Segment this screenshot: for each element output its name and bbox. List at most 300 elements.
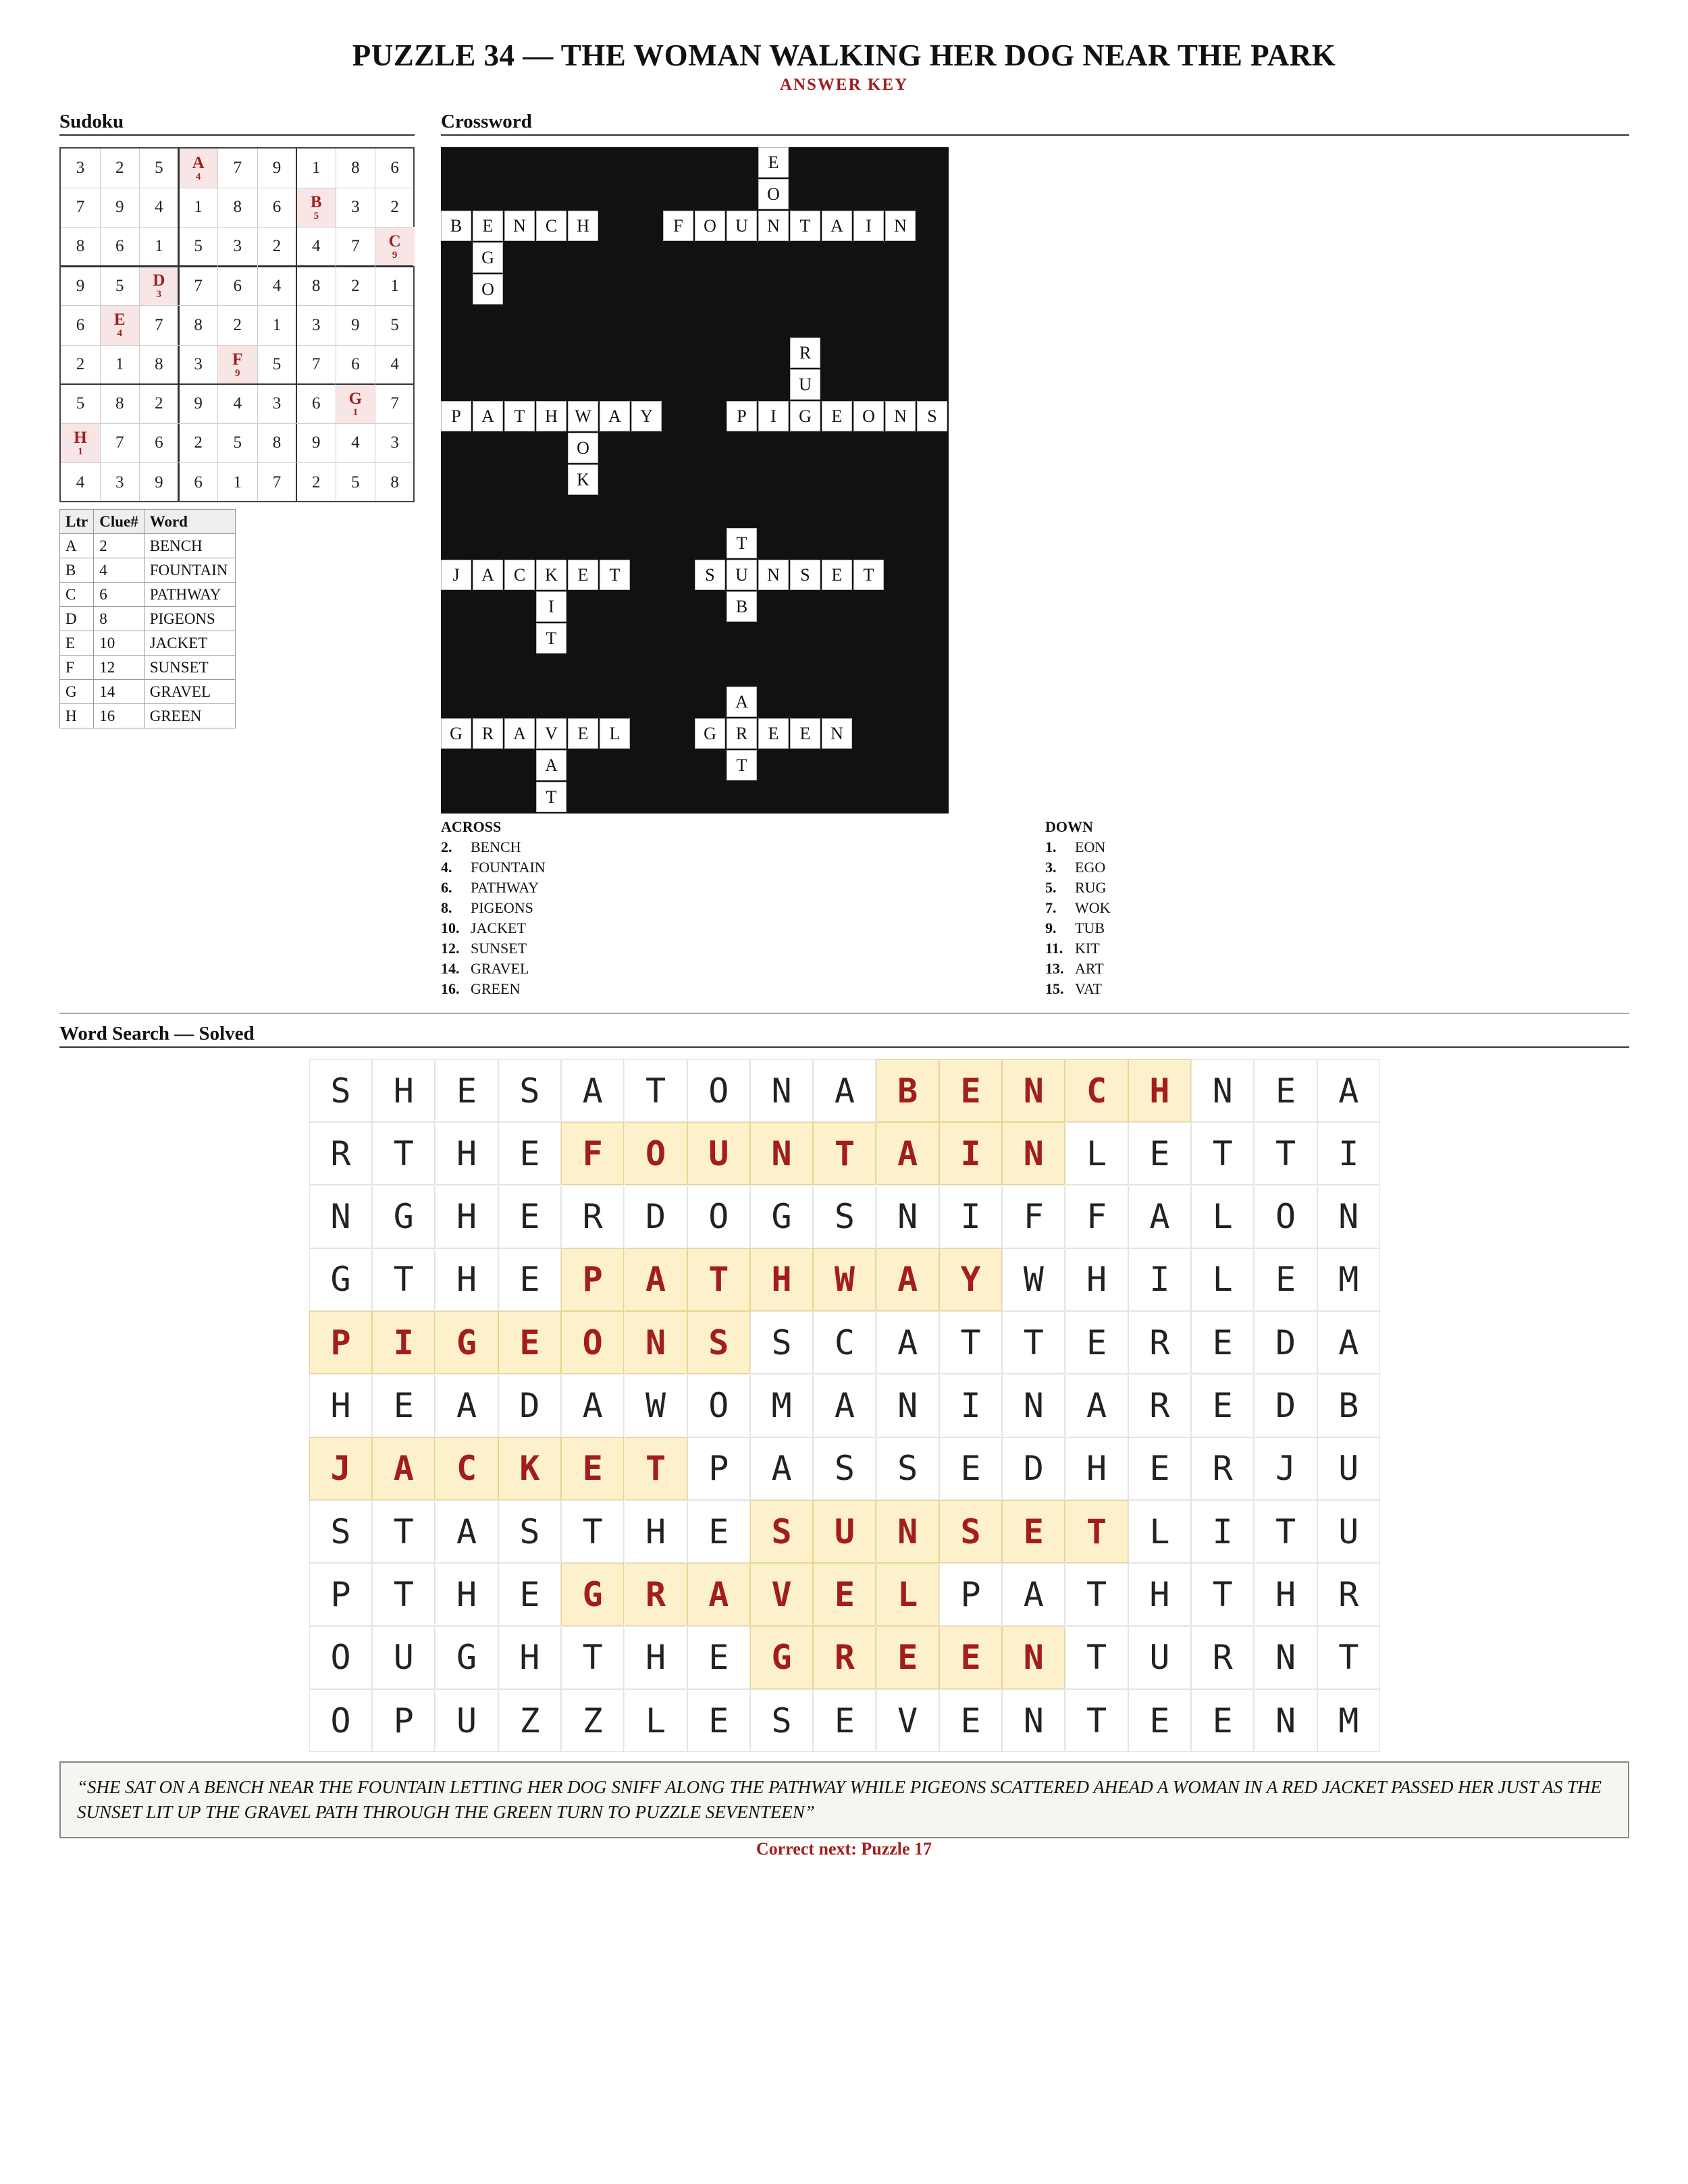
wordsearch-found-cell: A [625,1248,687,1311]
wordsearch-cell: S [876,1437,939,1500]
sudoku-cell: 5 [233,433,242,452]
crossword-cell: R [473,718,503,749]
sudoku-cell: 8 [155,355,163,373]
wordsearch-found-cell: E [876,1626,939,1689]
legend-cell: 6 [94,583,144,607]
crossword-cell: L [600,718,630,749]
clue-number: 15. [1045,980,1064,997]
wordsearch-found-cell: J [309,1437,372,1500]
wordsearch-cell: T [1191,1563,1254,1626]
sudoku-cell-letter: D [153,271,165,290]
sudoku-gridline [61,423,413,424]
wordsearch-found-cell: K [498,1437,561,1500]
sudoku-cell: 2 [272,237,282,256]
sudoku-cell: 3 [311,315,321,334]
wordsearch-cell: D [498,1375,561,1437]
sudoku-cell: 6 [155,433,163,452]
sudoku-cell: 7 [155,315,163,334]
clue-answer: ART [1075,960,1104,977]
wordsearch-found-cell: H [1128,1059,1191,1122]
wordsearch-cell: T [1065,1563,1128,1626]
wordsearch-found-cell: H [750,1248,813,1311]
crossword-cell: P [441,401,471,431]
wordsearch-cell: A [436,1375,498,1437]
sudoku-cell: 7 [76,198,85,217]
crossword-cell: O [695,211,725,241]
legend-cell: B [60,558,94,583]
wordsearch-cell: T [625,1059,687,1122]
sudoku-gridline [61,305,413,306]
sudoku-gridline [296,149,298,501]
sudoku-cell: 2 [76,355,85,373]
wordsearch-cell: N [1255,1626,1317,1689]
sudoku-cell: 2 [390,198,399,217]
clue-number: 1. [1045,838,1057,855]
sudoku-cell: 2 [233,315,242,334]
wordsearch-cell: Z [498,1689,561,1752]
crossword-cell: G [790,401,820,431]
wordsearch-found-cell: G [750,1626,813,1689]
sudoku-cell: 4 [390,355,399,373]
wordsearch-cell: R [1191,1437,1254,1500]
sudoku-cell: 8 [76,237,85,256]
crossword-cell: T [536,782,566,812]
wordsearch-cell: E [939,1689,1002,1752]
wordsearch-cell: H [372,1059,435,1122]
crossword-cell: T [853,560,884,590]
crossword-cell: P [727,401,757,431]
wordsearch-cell: A [813,1375,876,1437]
sudoku-cell-letter: G [348,389,363,408]
wordsearch-cell: N [309,1186,372,1248]
wordsearch-cell: L [1065,1122,1128,1185]
page-title: PUZZLE 34 — THE WOMAN WALKING HER DOG NEAR THE PARK [352,38,1336,72]
wordsearch-cell: U [1317,1500,1380,1563]
wordsearch-cell: E [436,1059,498,1122]
wordsearch-found-cell: T [687,1248,750,1311]
crossword-cell: A [473,560,503,590]
wordsearch-cell: D [625,1186,687,1248]
clue-item [441,979,546,999]
wordsearch-cell: H [309,1375,372,1437]
wordsearch-found-cell: S [939,1500,1002,1563]
sudoku-cell: 9 [272,159,282,177]
legend-row [60,704,236,728]
sudoku-gridline [61,227,413,228]
sudoku-cell-letter: C [388,232,401,250]
wordsearch-cell: N [1317,1186,1380,1248]
sudoku-cell: 2 [155,394,163,413]
wordsearch-found-cell: N [1002,1626,1065,1689]
sudoku-gridline [61,265,413,267]
sudoku-gridline [100,149,101,501]
wordsearch-cell: T [1065,1626,1128,1689]
legend-cell: GREEN [144,704,235,728]
wordsearch-found-cell: O [625,1122,687,1185]
wordsearch-found-cell: S [750,1500,813,1563]
legend-cell: 14 [94,680,144,704]
crossword-cell: U [727,560,757,590]
legend-cell: 10 [94,631,144,656]
crossword-cell: B [441,211,471,241]
sudoku-gridline [61,345,413,346]
wordsearch-cell: R [1191,1626,1254,1689]
legend-cell: PATHWAY [144,583,235,607]
clue-number: 14. [441,960,460,977]
wordsearch-cell: R [561,1186,624,1248]
crossword-grid [441,147,949,814]
wordsearch-heading: Word Search — Solved [59,1023,1629,1048]
sudoku-gridline [61,383,413,385]
wordsearch-found-cell: B [876,1059,939,1122]
wordsearch-cell: N [1255,1689,1317,1752]
sudoku-letter-cell [179,149,218,188]
clue-answer: SUNSET [471,940,527,957]
wordsearch-cell: T [1255,1500,1317,1563]
wordsearch-cell: E [1191,1375,1254,1437]
sudoku-cell: 1 [311,159,321,177]
crossword-cell: H [536,401,566,431]
wordsearch-cell: N [876,1186,939,1248]
legend-cell: 4 [94,558,144,583]
crossword-cell: I [758,401,789,431]
sudoku-letter-cell [218,345,257,384]
wordsearch-cell: W [1002,1248,1065,1311]
wordsearch-cell: E [687,1626,750,1689]
sudoku-cell: 1 [155,237,163,256]
clue-item [1045,857,1111,878]
wordsearch-found-cell: N [750,1122,813,1185]
crossword-cell: R [790,338,820,368]
wordsearch-cell: E [498,1248,561,1311]
sudoku-cell: 1 [272,315,282,334]
crossword-cell: I [536,591,566,622]
crossword-cell: G [441,718,471,749]
crossword-cell: R [727,718,757,749]
wordsearch-cell: G [750,1186,813,1248]
wordsearch-cell: L [1128,1500,1191,1563]
wordsearch-cell: D [1255,1375,1317,1437]
wordsearch-cell: S [498,1059,561,1122]
wordsearch-cell: S [750,1689,813,1752]
sudoku-cell: 2 [194,433,203,452]
wordsearch-cell: A [561,1059,624,1122]
wordsearch-found-cell: L [876,1563,939,1626]
across-clue-list [441,837,546,999]
legend-cell: BENCH [144,534,235,558]
wordsearch-cell: H [436,1248,498,1311]
wordsearch-cell: O [309,1626,372,1689]
crossword-cell: S [695,560,725,590]
sudoku-cell-letter: F [232,350,243,369]
clue-answer: KIT [1075,940,1100,957]
sudoku-cell: 5 [351,473,360,491]
wordsearch-cell: H [436,1186,498,1248]
clue-number: 2. [441,838,452,855]
wordsearch-found-cell: R [625,1563,687,1626]
sudoku-cell: 7 [351,237,360,256]
legend-cell: GRAVEL [144,680,235,704]
sudoku-cell: 5 [194,237,203,256]
sudoku-cell: 6 [76,315,85,334]
sudoku-letter-cell [61,423,100,462]
sudoku-cell: 5 [115,276,124,295]
wordsearch-cell: U [436,1689,498,1752]
sudoku-letter-cell [336,384,375,423]
wordsearch-cell: O [309,1689,372,1752]
sudoku-cell-letter: H [74,428,87,447]
wordsearch-cell: T [1065,1689,1128,1752]
legend-row [60,680,236,704]
crossword-cell: V [536,718,566,749]
wordsearch-cell: H [1255,1563,1317,1626]
sudoku-letter-cell [100,306,139,345]
crossword-cell: A [822,211,852,241]
crossword-cell: E [568,560,598,590]
crossword-cell: N [758,211,789,241]
crossword-cell: J [441,560,471,590]
legend-row [60,656,236,680]
clue-number: 3. [1045,859,1057,876]
legend-row [60,558,236,583]
sudoku-cell: 1 [194,198,203,217]
clue-answer: RUG [1075,879,1107,896]
clue-number: 4. [441,859,452,876]
wordsearch-found-cell: E [813,1563,876,1626]
sudoku-cell-digit: 1 [352,406,359,418]
wordsearch-found-cell: N [1002,1059,1065,1122]
wordsearch-cell: A [561,1375,624,1437]
clue-number: 6. [441,879,452,896]
wordsearch-cell: T [561,1626,624,1689]
legend-table [59,509,236,728]
crossword-cell: C [536,211,566,241]
sudoku-cell: 8 [233,198,242,217]
sudoku-cell: 8 [351,159,360,177]
wordsearch-cell: Z [561,1689,624,1752]
wordsearch-found-cell: N [876,1500,939,1563]
sudoku-cell: 8 [272,433,282,452]
clue-item [441,959,546,979]
sudoku-cell-digit: 1 [78,446,83,457]
clue-item [1045,837,1111,857]
clue-answer: PATHWAY [471,879,539,896]
wordsearch-cell: R [1128,1375,1191,1437]
crossword-cell: C [504,560,535,590]
section-divider [59,1013,1629,1014]
wordsearch-found-cell: A [687,1563,750,1626]
wordsearch-found-cell: T [625,1437,687,1500]
sudoku-cell: 3 [194,355,203,373]
wordsearch-cell: N [1002,1375,1065,1437]
wordsearch-cell: M [1317,1248,1380,1311]
legend-row [60,607,236,631]
wordsearch-cell: I [1317,1122,1380,1185]
sudoku-gridline [61,462,413,463]
wordsearch-found-cell: W [813,1248,876,1311]
wordsearch-cell: M [750,1375,813,1437]
wordsearch-found-cell: A [876,1248,939,1311]
crossword-cell: T [504,401,535,431]
clue-item [441,837,546,857]
sudoku-cell: 9 [115,198,124,217]
wordsearch-cell: P [939,1563,1002,1626]
wordsearch-found-cell: E [1002,1500,1065,1563]
sudoku-cell-letter: A [192,153,205,172]
sudoku-cell: 3 [115,473,124,491]
sudoku-heading: Sudoku [59,111,415,136]
wordsearch-cell: O [687,1186,750,1248]
clue-answer: GRAVEL [471,960,529,977]
crossword-cell: E [473,211,503,241]
wordsearch-found-cell: U [687,1122,750,1185]
legend-row [60,583,236,607]
legend-header-cell: Clue# [94,510,144,534]
wordsearch-cell: U [1317,1437,1380,1500]
crossword-cell: G [695,718,725,749]
crossword-cell: A [727,687,757,717]
wordsearch-cell: F [1065,1186,1128,1248]
wordsearch-cell: G [372,1186,435,1248]
clue-answer: BENCH [471,838,521,855]
sudoku-cell: 6 [311,394,321,413]
sudoku-cell: 1 [115,355,124,373]
wordsearch-cell: T [1317,1626,1380,1689]
page-subtitle: ANSWER KEY [779,76,909,94]
legend-cell: 2 [94,534,144,558]
crossword-cell: U [727,211,757,241]
across-heading: ACROSS [441,818,502,835]
sudoku-cell: 9 [311,433,321,452]
sudoku-cell: 4 [233,394,242,413]
wordsearch-cell: P [372,1689,435,1752]
legend-cell: H [60,704,94,728]
crossword-cell: T [727,528,757,558]
crossword-cell: O [568,433,598,463]
sudoku-cell: 1 [233,473,242,491]
sudoku-cell: 6 [233,276,242,295]
crossword-cell: Y [631,401,662,431]
wordsearch-cell: A [1317,1059,1380,1122]
clue-answer: FOUNTAIN [471,859,546,876]
sudoku-cell: 1 [390,276,399,295]
sudoku-cell: 4 [351,433,360,452]
down-heading: DOWN [1045,818,1093,835]
clue-item [1045,979,1111,999]
legend-cell: 16 [94,704,144,728]
crossword-cell: E [568,718,598,749]
clue-item [1045,918,1111,938]
wordsearch-found-cell: U [813,1500,876,1563]
wordsearch-cell: J [1255,1437,1317,1500]
wordsearch-cell: H [1065,1437,1128,1500]
clue-answer: EON [1075,838,1106,855]
sudoku-cell: 3 [76,159,85,177]
wordsearch-cell: N [876,1375,939,1437]
wordsearch-cell: R [309,1122,372,1185]
sudoku-cell-letter: B [310,192,322,211]
wordsearch-found-cell: T [813,1122,876,1185]
sudoku-cell: 5 [272,355,282,373]
wordsearch-cell: E [1255,1059,1317,1122]
clue-item [1045,898,1111,918]
crossword-cell: U [790,369,820,400]
crossword-cell: S [917,401,947,431]
wordsearch-found-cell: G [436,1311,498,1374]
wordsearch-cell: E [1128,1122,1191,1185]
crossword-cell: W [568,401,598,431]
crossword-cell: N [758,560,789,590]
wordsearch-cell: A [813,1059,876,1122]
sudoku-cell: 3 [351,198,360,217]
wordsearch-found-cell: E [939,1626,1002,1689]
crossword-cell: T [790,211,820,241]
sudoku-cell-letter: E [113,311,126,329]
wordsearch-found-cell: P [561,1248,624,1311]
wordsearch-cell: N [1191,1059,1254,1122]
sudoku-cell: 4 [311,237,321,256]
clue-item [441,857,546,878]
sudoku-cell: 6 [272,198,282,217]
crossword-cell: B [727,591,757,622]
wordsearch-found-cell: N [625,1311,687,1374]
sudoku-cell: 6 [390,159,399,177]
wordsearch-cell: A [876,1311,939,1374]
wordsearch-found-cell: I [939,1122,1002,1185]
clue-item [1045,959,1111,979]
wordsearch-cell: F [1002,1186,1065,1248]
wordsearch-found-cell: V [750,1563,813,1626]
clue-number: 7. [1045,899,1057,916]
sudoku-gridline [257,149,258,501]
wordsearch-found-cell: E [561,1437,624,1500]
clue-answer: TUB [1075,920,1105,936]
wordsearch-cell: S [813,1186,876,1248]
clue-item [441,918,546,938]
wordsearch-cell: L [625,1689,687,1752]
sudoku-cell: 7 [311,355,321,373]
wordsearch-cell: H [436,1563,498,1626]
clue-answer: JACKET [471,920,526,936]
wordsearch-cell: N [1002,1689,1065,1752]
crossword-cell: S [790,560,820,590]
crossword-cell: E [822,560,852,590]
crossword-cell: A [504,718,535,749]
sudoku-gridline [139,149,140,501]
crossword-cell: H [568,211,598,241]
wordsearch-found-cell: C [436,1437,498,1500]
clue-number: 8. [441,899,452,916]
clue-answer: EGO [1075,859,1106,876]
wordsearch-cell: E [1191,1689,1254,1752]
sudoku-cell: 8 [115,394,124,413]
sudoku-cell: 5 [76,394,85,413]
wordsearch-cell: U [372,1626,435,1689]
sudoku-cell: 9 [351,315,360,334]
wordsearch-cell: H [625,1500,687,1563]
wordsearch-cell: T [561,1500,624,1563]
crossword-cell: A [536,750,566,780]
sudoku-cell: 5 [155,159,163,177]
sudoku-cell-digit: 9 [235,367,240,379]
sudoku-cell: 7 [390,394,399,413]
wordsearch-cell: T [372,1248,435,1311]
legend-cell: JACKET [144,631,235,656]
crossword-cell: E [758,718,789,749]
sudoku-cell: 4 [272,276,282,295]
sudoku-cell: 8 [311,276,321,295]
crossword-cell: E [822,401,852,431]
